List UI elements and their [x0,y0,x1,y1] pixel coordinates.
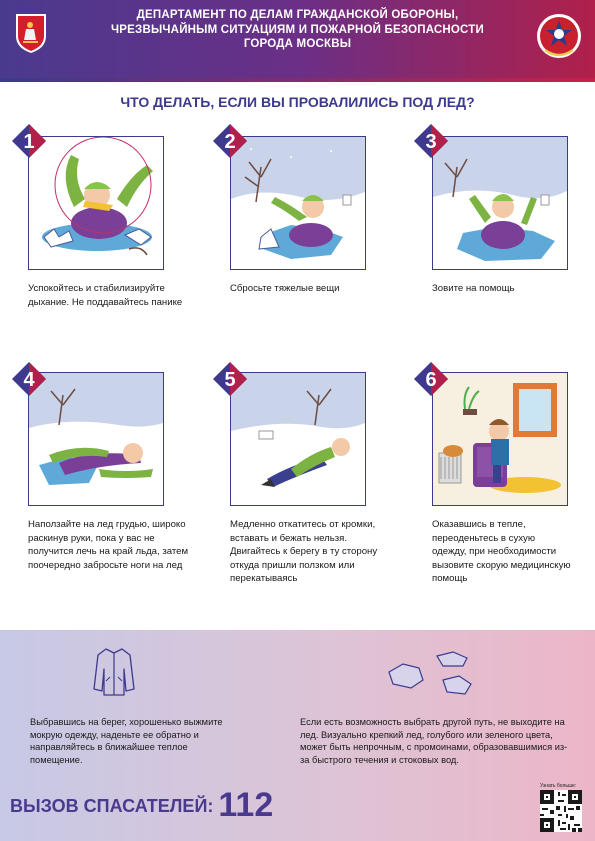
qr-label: Узнать больше: [540,783,577,789]
step-1-number: 1 [23,131,35,153]
step-2-text: Сбросьте тяжелые вещи [230,283,340,294]
step-5-illustration [230,372,366,506]
ice-floes-icon [385,648,477,708]
rescue-call-number: 112 [218,786,274,824]
step-3-text: Зовите на помощь [432,283,515,294]
step-6-illustration [432,372,568,506]
rescue-call-label: ВЫЗОВ СПАСАТЕЛЕЙ: [10,796,214,816]
step-5-number-badge [213,362,247,396]
step-4-number: 4 [23,369,35,391]
jacket-icon [92,645,136,697]
bottom-left-text: Выбравшись на берег, хорошенько выжмите мокрую одежду, наденьте ее обратно и направляйтесь в ближайшее теплое помещение. [30,717,223,765]
header-title-line: ЧРЕЗВЫЧАЙНЫМ СИТУАЦИЯМ И ПОЖАРНОЙ БЕЗОПАСНОСТИ [111,23,484,36]
step-2-illustration [230,136,366,270]
page-title: ЧТО ДЕЛАТЬ, ЕСЛИ ВЫ ПРОВАЛИЛИСЬ ПОД ЛЕД? [120,94,475,110]
bottom-right-text: Если есть возможность выбрать другой путь, не выходите на лед. Визуально крепкий лед, голубого или зеленого цвета, может быть непрочным, с промоинами, образовавшимися из-за быстрого течения и стоковых вод. [300,717,568,765]
step-1-number-badge [12,124,46,158]
rescue-call-line [10,786,273,825]
step-3-number-badge [414,124,448,158]
step-2-number: 2 [224,131,236,153]
step-6-number: 6 [425,369,437,391]
step-3-illustration [432,136,568,270]
header-divider [0,78,595,82]
step-1-illustration [28,136,164,270]
header-title-line: ДЕПАРТАМЕНТ ПО ДЕЛАМ ГРАЖДАНСКОЙ ОБОРОНЫ, [136,9,459,21]
header-title [70,8,525,52]
emergency-service-emblem-icon [535,10,583,62]
step-4-illustration [28,372,164,506]
step-1-text: Успокойтесь и стабилизируйте дыхание. Не поддавайтесь панике [28,283,183,308]
step-4-number-badge [12,362,46,396]
step-6-number-badge [414,362,448,396]
header-banner [0,0,595,78]
moscow-coat-of-arms-icon [14,12,48,54]
header-title-line: ГОРОДА МОСКВЫ [243,38,352,50]
step-4-text: Наползайте на лед грудью, широко раскинув руки, пока у вас не получится лечь на край льда, затем поочередно забросьте ноги на лед [28,519,189,571]
qr-code-icon[interactable] [540,790,582,832]
step-3-number: 3 [425,131,437,153]
step-2-number-badge [213,124,247,158]
step-6-text: Оказавшись в тепле, переоденьтесь в сухую одежду, при необходимости вызовите скорую медицинскую помощь [432,519,571,584]
step-5-text: Медленно откатитесь от кромки, вставать и бежать нельзя. Двигайтесь к берегу в ту сторону откуда пришли ползком или перекатываясь [230,519,378,584]
step-5-number: 5 [224,369,236,391]
